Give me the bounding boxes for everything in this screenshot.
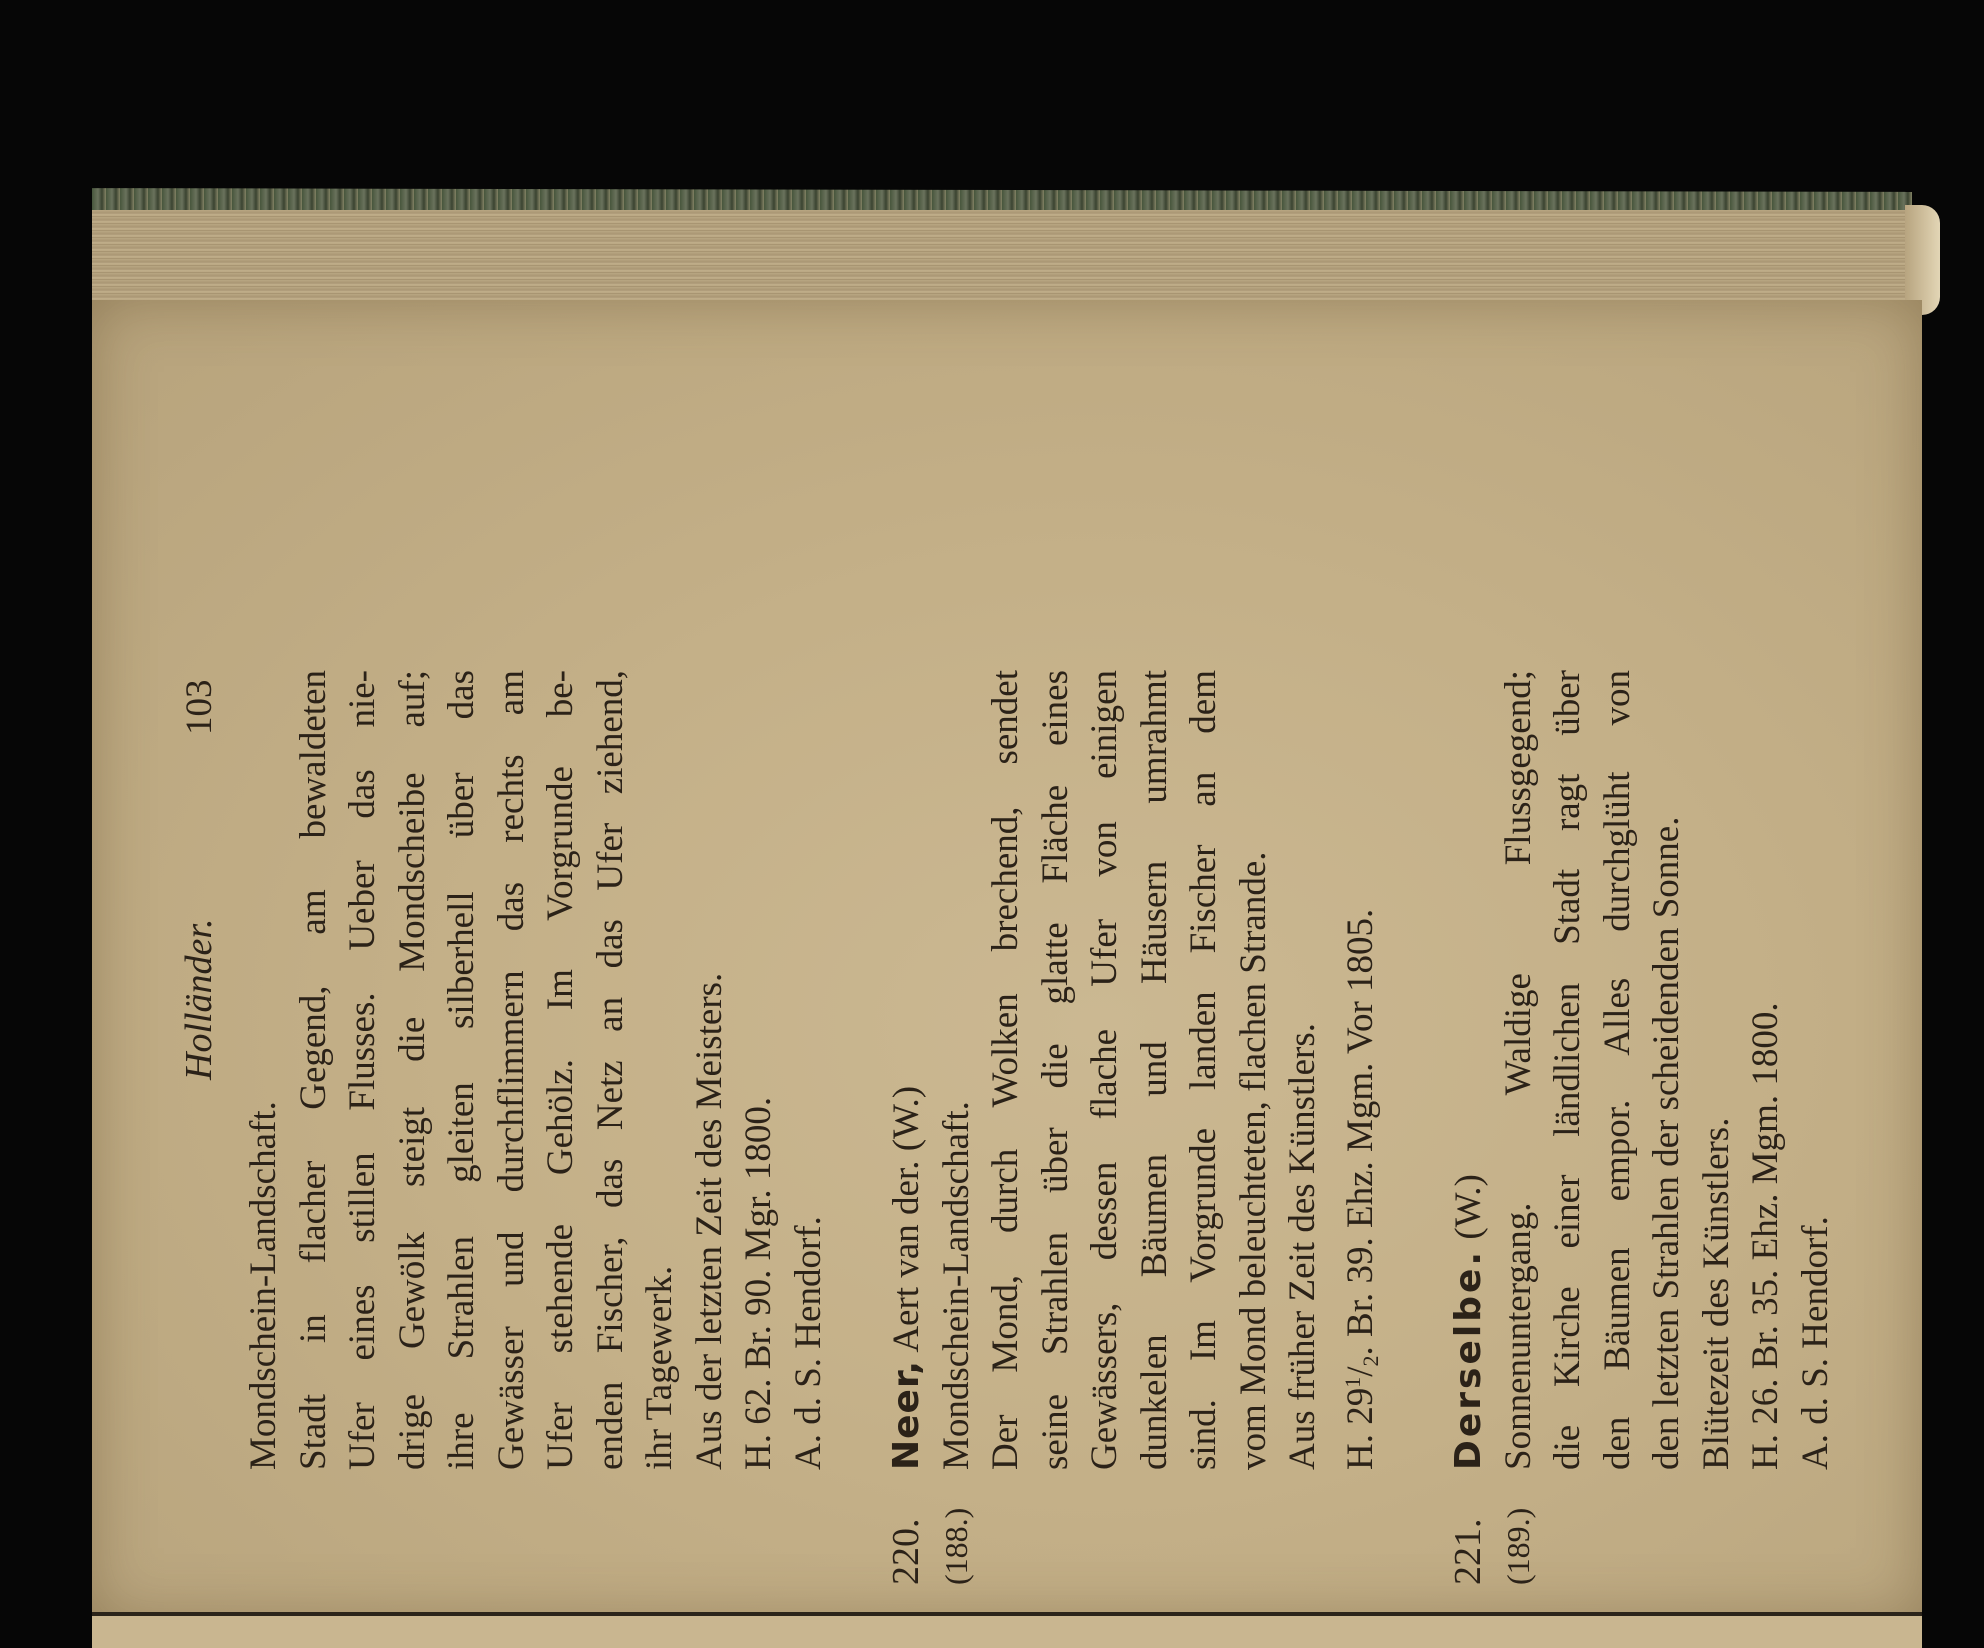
artist-rest: Aert van der. (W.)	[886, 1085, 927, 1353]
text-line: ihr Tagewerk.	[639, 1265, 680, 1470]
page-curl	[1905, 205, 1940, 315]
text-line: ihre Strahlen gleiten silberhell über das	[441, 670, 482, 1470]
text-line: A. d. S. Hendorf.	[1794, 1216, 1836, 1470]
text-line: Stadt in flacher Gegend, am bewaldeten	[292, 670, 334, 1470]
text-line: Gewässer und durchflimmern das rechts am	[490, 670, 532, 1470]
text-line: Ufer eines stillen Flusses. Ueber das nie-	[342, 670, 383, 1470]
text-line: Aus früher Zeit des Künstlers.	[1282, 1023, 1323, 1470]
text-line: enden Fischer, das Netz an das Ufer ziehend,	[589, 670, 631, 1470]
old-catalog-number: (188.)	[937, 1507, 974, 1585]
catalog-number: 220.	[885, 1518, 927, 1585]
text-line: Ufer stehende Gehölz. Im Vorgrunde be-	[540, 670, 581, 1470]
text-line: sind. Im Vorgrunde landen Fischer an dem	[1183, 670, 1224, 1470]
rotated-text-block	[175, 670, 1836, 1585]
text-line: Gewässers, dessen flache Ufer von einigen	[1084, 670, 1125, 1470]
running-title: Holländer.	[178, 918, 220, 1080]
dimensions-line: H. $29^1/_2$. Br. 39. Ehz. Mgm. Vor 1805.	[1339, 908, 1383, 1470]
text-line: den Bäumen empor. Alles durchglüht von	[1596, 670, 1638, 1470]
entry-continued	[239, 670, 833, 1470]
text-line: A. d. S. Hendorf.	[787, 1216, 829, 1470]
dims-sup: 1	[1339, 1376, 1365, 1388]
text-line: dunkelen Bäumen und Häusern umrahmt	[1133, 670, 1175, 1470]
text-line: vom Mond beleuchteten, flachen Strande.	[1232, 851, 1274, 1470]
entry-heading	[882, 670, 932, 1470]
entry-221	[1444, 670, 1840, 1585]
artist-name: Neer,	[886, 1359, 927, 1470]
running-header	[175, 670, 239, 1470]
dims-rest: . Br. 39. Ehz. Mgm. Vor 1805.	[1339, 908, 1381, 1356]
page-number: 103	[179, 679, 220, 735]
catalog-number: 221.	[1447, 1518, 1489, 1585]
dims-prefix: H. 29	[1339, 1387, 1381, 1470]
artist-rest: (W.)	[1448, 1174, 1489, 1240]
artist-name: Derselbe.	[1448, 1248, 1489, 1470]
text-line: seine Strahlen über die glatte Fläche eines	[1034, 670, 1076, 1470]
text-line: H. 62. Br. 90. Mgr. 1800.	[738, 1096, 779, 1470]
next-page-edge	[92, 1612, 1922, 1648]
text-line: H. 26. Br. 35. Ehz. Mgm. 1800.	[1745, 1002, 1786, 1470]
dims-sub: 2	[1357, 1355, 1383, 1367]
entry-heading	[1444, 670, 1494, 1470]
text-line: Aus der letzten Zeit des Meisters.	[688, 972, 730, 1470]
text-line: Der Mond, durch Wolken brechend, sendet	[985, 670, 1026, 1470]
text-line: Sonnenuntergang. Waldige Flussgegend;	[1497, 670, 1539, 1470]
text-line: die Kirche einer ländlichen Stadt ragt über	[1547, 670, 1588, 1470]
entry-220	[882, 670, 1395, 1585]
text-line: Blütezeit des Künstlers.	[1695, 1117, 1737, 1470]
text-line: drige Gewölk steigt die Mondscheibe auf;	[391, 670, 433, 1470]
page-stack-edge	[92, 210, 1922, 305]
text-line: Mondschein-Landschaft.	[935, 1101, 977, 1470]
old-catalog-number: (189.)	[1499, 1507, 1536, 1585]
text-line: den letzten Strahlen der scheidenden Sonne.	[1646, 816, 1687, 1470]
text-line: Mondschein-Landschaft.	[243, 1101, 284, 1470]
